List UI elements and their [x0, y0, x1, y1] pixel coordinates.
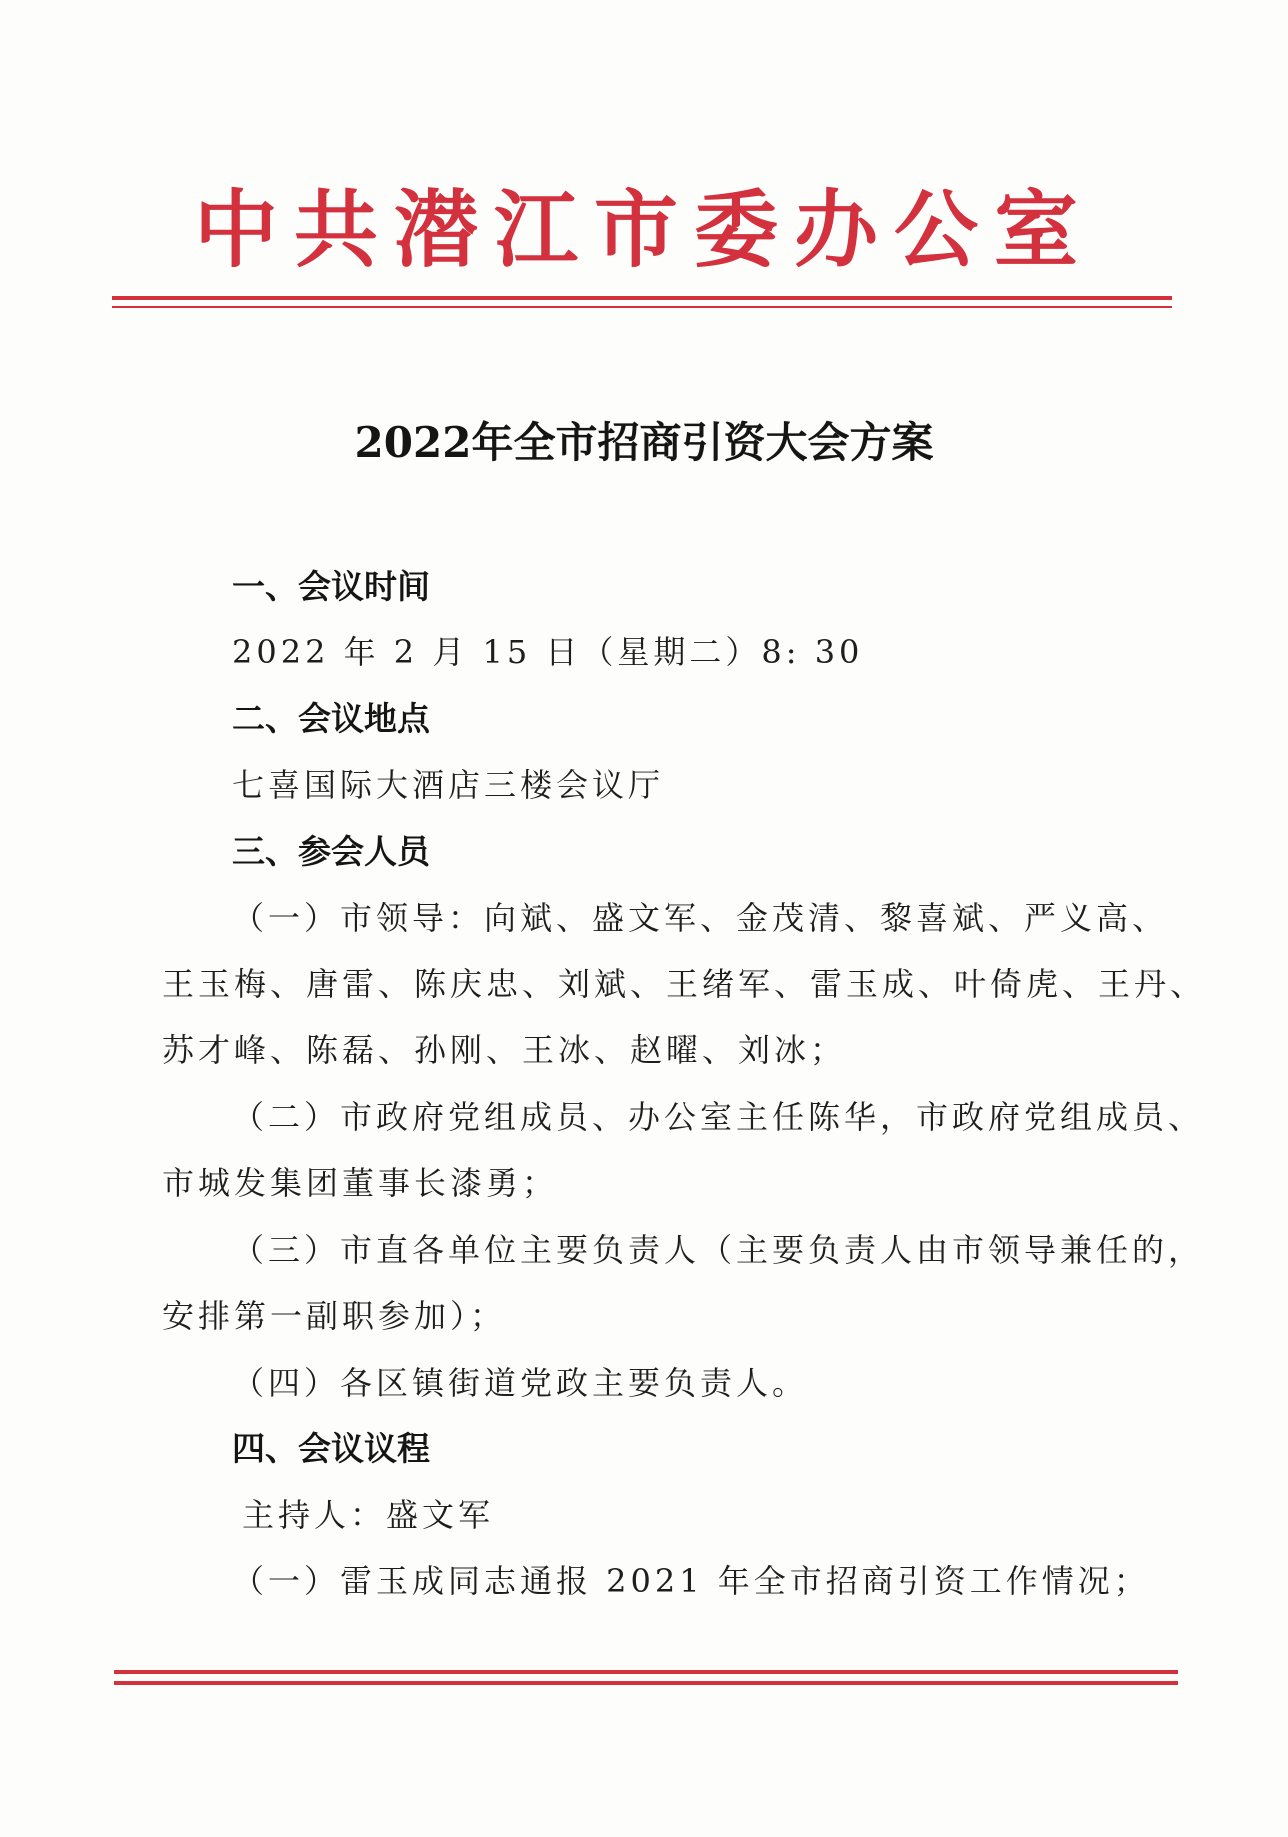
meeting-place: 七喜国际大酒店三楼会议厅: [232, 766, 665, 804]
attendees-government-line-2: 市城发集团董事长漆勇；: [162, 1164, 559, 1202]
section-heading-place: 二、会议地点: [232, 699, 430, 738]
attendees-leaders-line-3: 苏才峰、陈磊、孙刚、王冰、赵曜、刘冰；: [162, 1031, 847, 1069]
meeting-time: 2022 年 2 月 15 日（星期二）8: 30: [232, 633, 864, 671]
attendees-leaders-line-1: （一）市领导：向斌、盛文军、金茂清、黎喜斌、严义高、: [232, 899, 1169, 937]
footer-rule-bottom: [114, 1681, 1178, 1685]
masthead-rule-thick: [112, 296, 1172, 300]
attendees-towns: （四）各区镇街道党政主要负责人。: [232, 1364, 809, 1402]
section-heading-time: 一、会议时间: [232, 567, 430, 606]
agenda-host: 主持人：盛文军: [242, 1496, 495, 1534]
section-heading-attendees: 三、参会人员: [232, 832, 430, 871]
masthead-org-name: 中共潜江市委办公室: [193, 181, 1094, 279]
masthead-rule-thin: [112, 306, 1172, 308]
agenda-item-1: （一）雷玉成同志通报 2021 年全市招商引资工作情况；: [232, 1562, 1150, 1600]
attendees-units-line-1: （三）市直各单位主要负责人（主要负责人由市领导兼任的，: [232, 1231, 1205, 1269]
attendees-government-line-1: （二）市政府党组成员、办公室主任陈华，市政府党组成员、: [232, 1098, 1205, 1136]
attendees-units-line-2: 安排第一副职参加）；: [162, 1297, 507, 1335]
document-title: 2022年全市招商引资大会方案: [354, 418, 934, 467]
section-heading-agenda: 四、会议议程: [232, 1429, 430, 1468]
footer-rule-top: [114, 1670, 1178, 1674]
attendees-leaders-line-2: 王玉梅、唐雷、陈庆忠、刘斌、王绪军、雷玉成、叶倚虎、王丹、: [162, 965, 1207, 1003]
